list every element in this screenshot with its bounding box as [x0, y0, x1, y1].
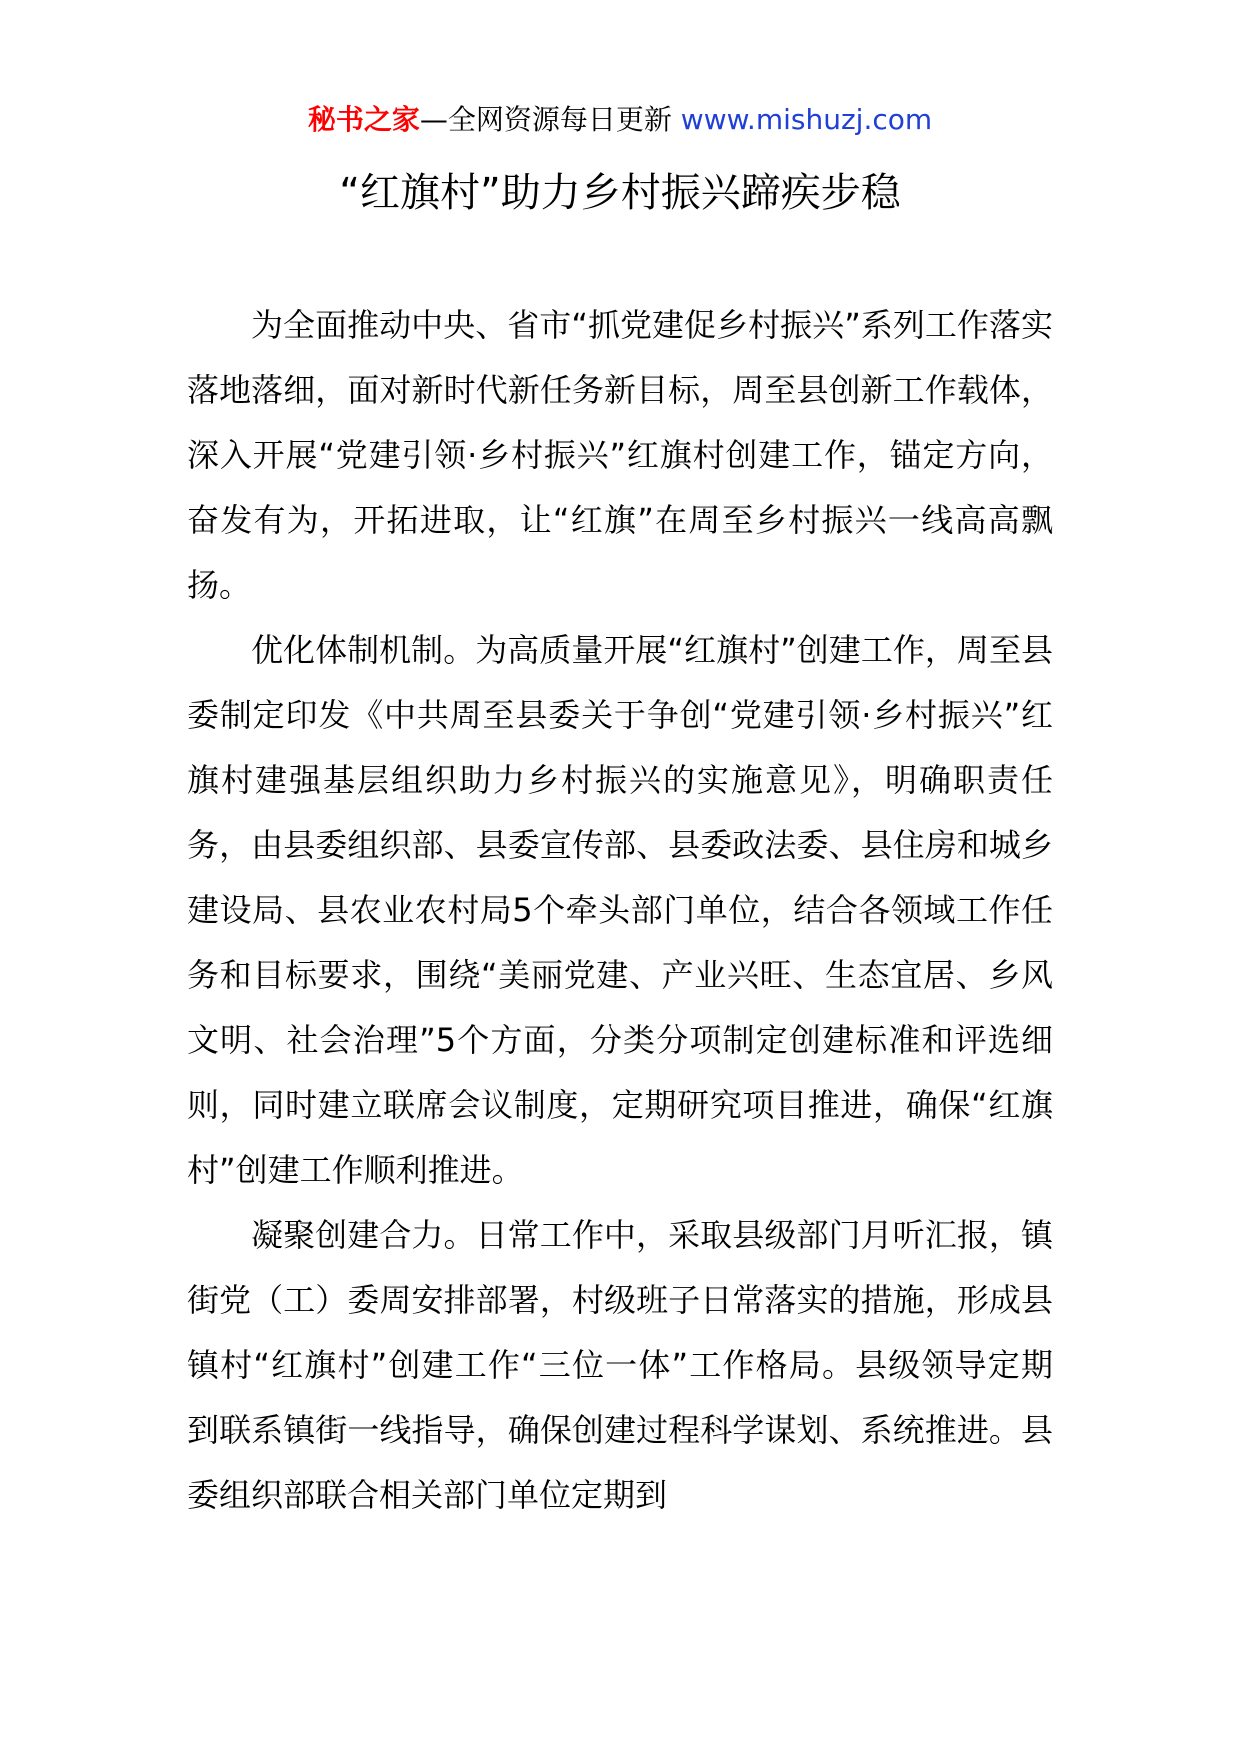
site-header — [0, 100, 1240, 140]
document-body — [187, 293, 1053, 1528]
paragraph-build-synergy: 凝聚创建合力。日常工作中，采取县级部门月听汇报，镇街党（工）委周安排部署，村级班子日常落实的措施，形成县镇村“红旗村”创建工作“三位一体”工作格局。县级领导定期到联系镇街一线指导，确保创建过程科学谋划、系统推进。县委组织部联合相关部门单位定期到 — [187, 1216, 1053, 1514]
site-tagline: —全网资源每日更新 — [419, 103, 672, 136]
site-name: 秘书之家 — [307, 103, 420, 136]
document-title: “红旗村”助力乡村振兴蹄疾步稳 — [339, 170, 901, 216]
paragraph-optimize-mechanism: 优化体制机制。为高质量开展“红旗村”创建工作，周至县委制定印发《中共周至县委关于争创“党建引领·乡村振兴”红旗村建强基层组织助力乡村振兴的实施意见》，明确职责任务，由县委组织部、县委宣传部、县委政法委、县住房和城乡建设局、县农业农村局5个牵头部门单位，结合各领域工作任务和目标要求，围绕“美丽党建、产业兴旺、生态宜居、乡风文明、社会治理”5个方面，分类分项制定创建标准和评选细则，同时建立联席会议制度，定期研究项目推进，确保“红旗村”创建工作顺利推进。 — [187, 631, 1053, 1189]
paragraph-intro: 为全面推动中央、省市“抓党建促乡村振兴”系列工作落实落地落细，面对新时代新任务新目标，周至县创新工作载体，深入开展“党建引领·乡村振兴”红旗村创建工作，锚定方向，奋发有为，开拓进取，让“红旗”在周至乡村振兴一线高高飘扬。 — [187, 306, 1053, 604]
site-url-link[interactable]: www.mishuzj.com — [680, 103, 933, 136]
